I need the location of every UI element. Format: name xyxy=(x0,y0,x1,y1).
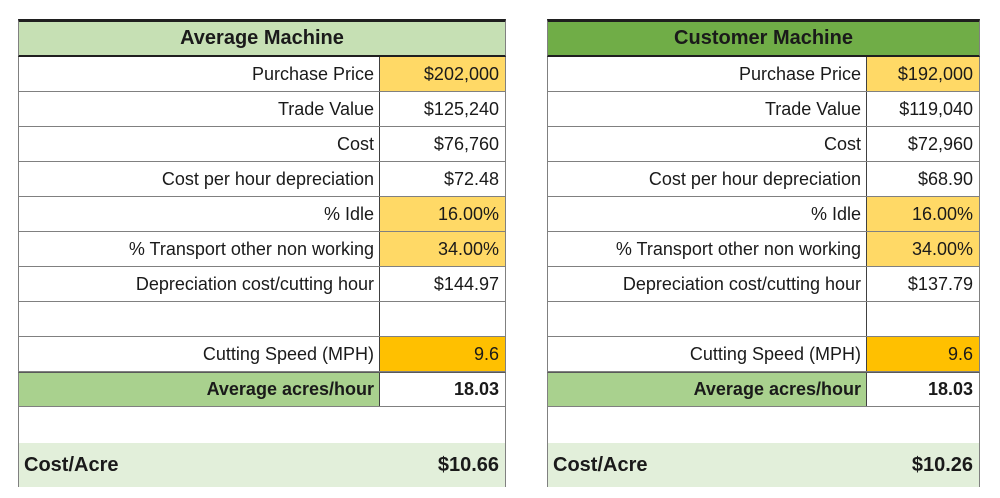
percent-idle-input-cell[interactable]: 16.00% xyxy=(379,197,505,231)
average-machine-table xyxy=(18,19,506,487)
average-acres-cell: 18.03 xyxy=(379,373,505,406)
percent-transport-label: % Transport other non working xyxy=(615,238,861,259)
table-row-empty xyxy=(18,302,506,337)
cutting-speed-label: Cutting Speed (MPH) xyxy=(689,343,861,364)
table-row-average-acres xyxy=(18,372,506,407)
average-machine-title: Average Machine xyxy=(180,27,344,49)
table-row-percent-idle xyxy=(547,197,980,232)
percent-transport-input-cell[interactable]: 34.00% xyxy=(866,232,979,266)
table-row-cost xyxy=(547,127,980,162)
table-row-cost-per-hour-depreciation xyxy=(547,162,980,197)
cost-label: Cost xyxy=(336,133,374,154)
table-row-depreciation-cost-cutting-hour xyxy=(547,267,980,302)
empty-value-cell xyxy=(379,302,505,336)
table-row-trade-value xyxy=(547,92,980,127)
depreciation-cost-cutting-hour-cell: $144.97 xyxy=(379,267,505,301)
table-row-cost-per-hour-depreciation xyxy=(18,162,506,197)
customer-machine-title: Customer Machine xyxy=(674,27,853,49)
trade-value-label: Trade Value xyxy=(277,98,374,119)
percent-idle-label: % Idle xyxy=(810,203,861,224)
cost-per-hour-depreciation-label: Cost per hour depreciation xyxy=(648,168,861,189)
purchase-price-input-cell[interactable]: $192,000 xyxy=(866,57,979,91)
depreciation-cost-cutting-hour-label: Depreciation cost/cutting hour xyxy=(135,273,374,294)
percent-transport-label: % Transport other non working xyxy=(128,238,374,259)
cost-per-acre-value: $10.66 xyxy=(437,453,499,476)
empty-label-cell xyxy=(548,302,866,336)
cutting-speed-input-cell[interactable]: 9.6 xyxy=(866,337,979,371)
percent-transport-input-cell[interactable]: 34.00% xyxy=(379,232,505,266)
table-row-cutting-speed xyxy=(547,337,980,372)
cost-per-acre-label: Cost/Acre xyxy=(553,453,648,476)
depreciation-cost-cutting-hour-label: Depreciation cost/cutting hour xyxy=(622,273,861,294)
cost-per-acre-band xyxy=(547,443,980,487)
cutting-speed-input-cell[interactable]: 9.6 xyxy=(379,337,505,371)
table-row-percent-idle xyxy=(18,197,506,232)
table-row-purchase-price xyxy=(18,57,506,92)
average-machine-header xyxy=(18,19,506,57)
cost-per-acre-band xyxy=(18,443,506,487)
table-row-percent-transport xyxy=(18,232,506,267)
purchase-price-label: Purchase Price xyxy=(738,63,861,84)
percent-idle-label: % Idle xyxy=(323,203,374,224)
purchase-price-input-cell[interactable]: $202,000 xyxy=(379,57,505,91)
customer-machine-header xyxy=(547,19,980,57)
average-acres-cell: 18.03 xyxy=(866,373,979,406)
cost-per-hour-depreciation-label: Cost per hour depreciation xyxy=(161,168,374,189)
purchase-price-label: Purchase Price xyxy=(251,63,374,84)
cost-per-hour-depreciation-cell: $68.90 xyxy=(866,162,979,196)
cost-cell: $72,960 xyxy=(866,127,979,161)
cost-per-hour-depreciation-cell: $72.48 xyxy=(379,162,505,196)
cost-per-acre-value: $10.26 xyxy=(911,453,973,476)
table-row-depreciation-cost-cutting-hour xyxy=(18,267,506,302)
average-acres-label: Average acres/hour xyxy=(19,373,379,406)
trade-value-label: Trade Value xyxy=(764,98,861,119)
spacer-row xyxy=(18,407,506,443)
customer-machine-table xyxy=(547,19,980,487)
table-row-cost xyxy=(18,127,506,162)
table-row-average-acres xyxy=(547,372,980,407)
cost-per-acre-label: Cost/Acre xyxy=(24,453,119,476)
average-acres-label: Average acres/hour xyxy=(548,373,866,406)
spacer-row xyxy=(547,407,980,443)
cost-label: Cost xyxy=(823,133,861,154)
percent-idle-input-cell[interactable]: 16.00% xyxy=(866,197,979,231)
trade-value-cell: $119,040 xyxy=(866,92,979,126)
empty-value-cell xyxy=(866,302,979,336)
trade-value-cell: $125,240 xyxy=(379,92,505,126)
cutting-speed-label: Cutting Speed (MPH) xyxy=(202,343,374,364)
table-row-purchase-price xyxy=(547,57,980,92)
table-row-empty xyxy=(547,302,980,337)
cost-cell: $76,760 xyxy=(379,127,505,161)
table-row-cutting-speed xyxy=(18,337,506,372)
table-row-percent-transport xyxy=(547,232,980,267)
table-row-trade-value xyxy=(18,92,506,127)
empty-label-cell xyxy=(19,302,379,336)
depreciation-cost-cutting-hour-cell: $137.79 xyxy=(866,267,979,301)
